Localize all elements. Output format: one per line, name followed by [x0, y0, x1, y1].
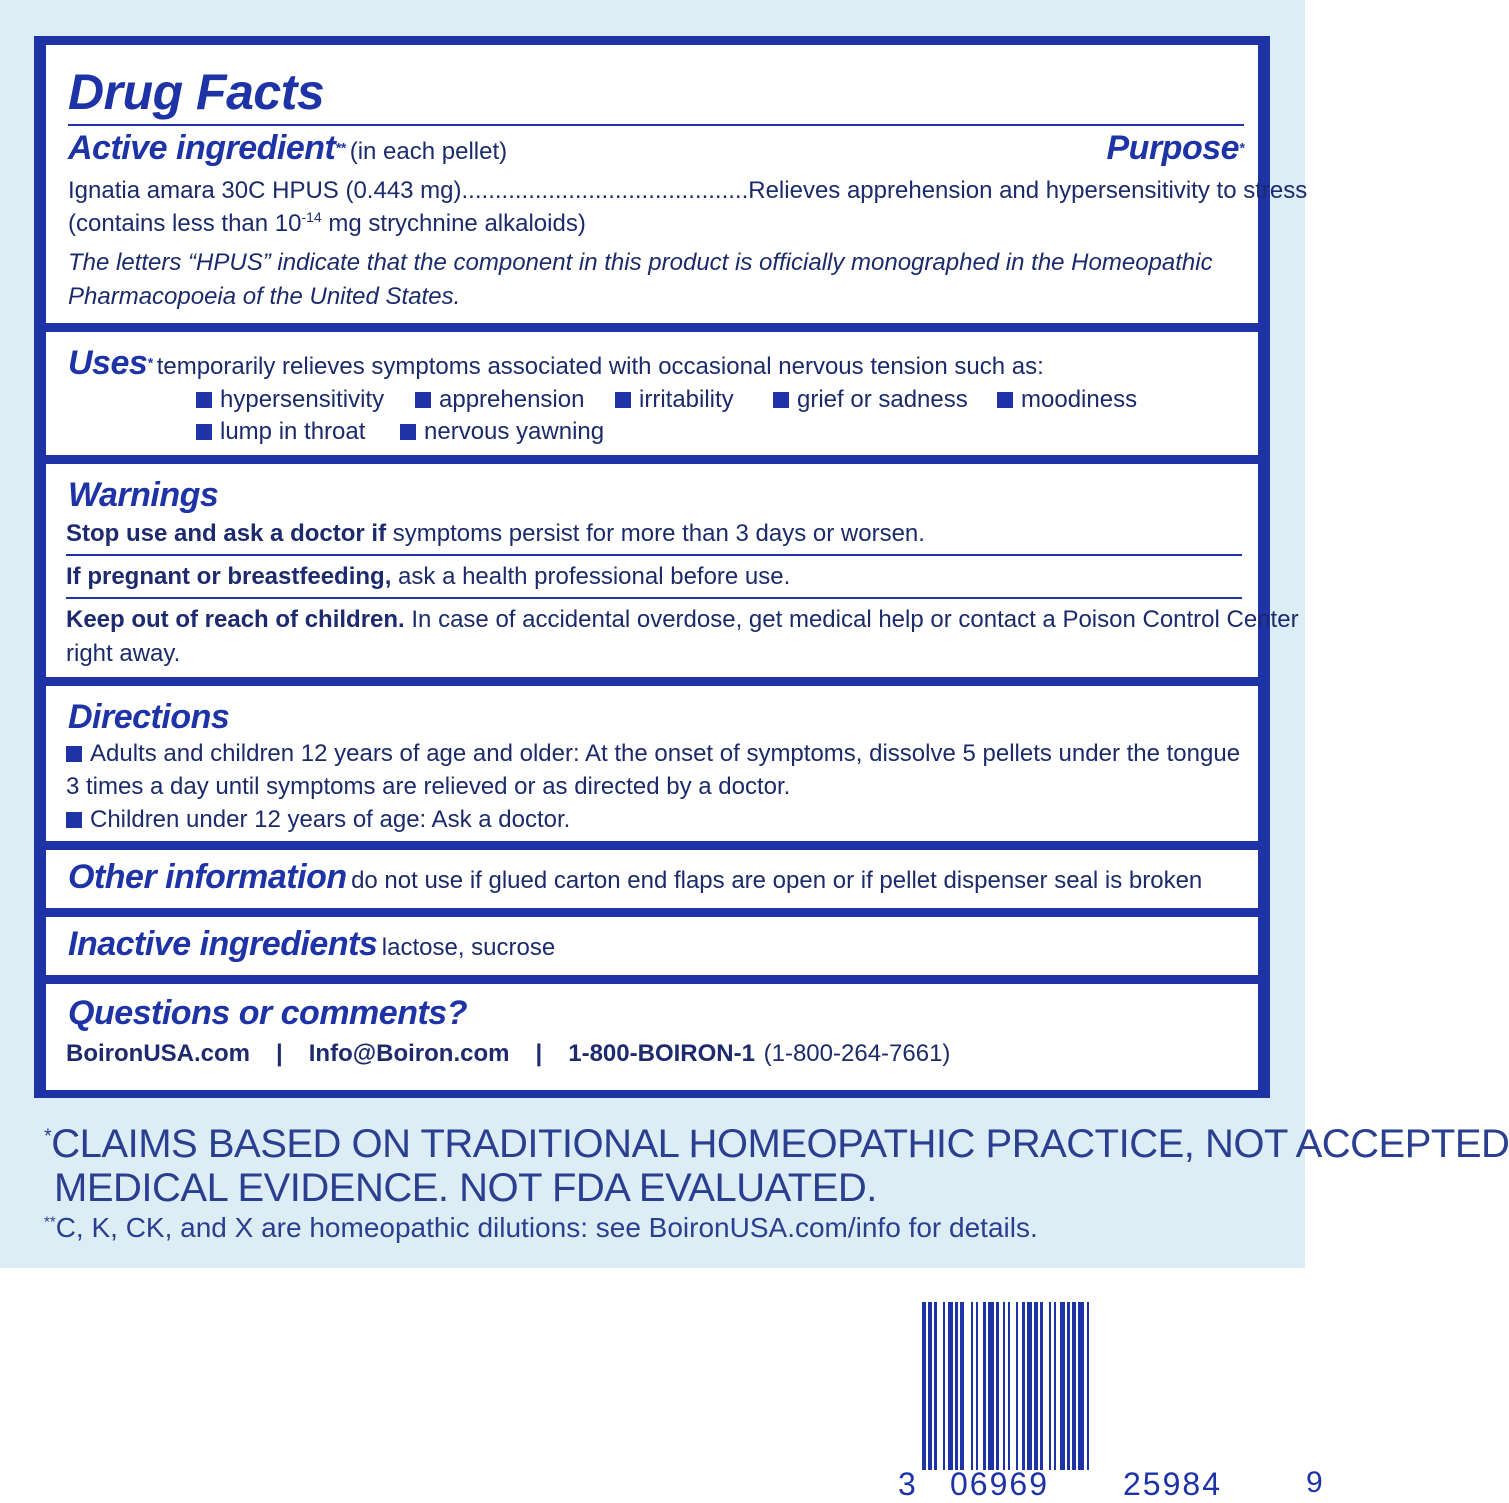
barcode-bar	[1027, 1302, 1032, 1470]
active-ingredient-label: Active ingredient	[68, 129, 336, 167]
use-item-label: grief or sadness	[797, 386, 968, 413]
questions-section	[46, 984, 1258, 1090]
divider	[66, 554, 1242, 556]
bullet-square-icon	[773, 392, 789, 408]
barcode-bar	[1003, 1302, 1005, 1470]
asterisk-mark: *	[44, 1125, 52, 1148]
barcode-bar	[1067, 1302, 1070, 1470]
barcode-bar	[943, 1302, 945, 1470]
barcode-bar	[1040, 1302, 1043, 1470]
bullet-square-icon	[615, 392, 631, 408]
list-item	[66, 740, 1240, 768]
drug-facts-title: Drug Facts	[68, 64, 325, 120]
asterisk-mark: *	[147, 354, 153, 371]
barcode-bar	[1022, 1302, 1025, 1470]
barcode-bar	[1049, 1302, 1051, 1470]
strychnine-note	[68, 210, 586, 238]
list-item	[997, 386, 1137, 414]
phone-number: (1-800-264-7661)	[763, 1040, 951, 1067]
children-warning-line2: right away.	[66, 640, 181, 667]
barcode-bar	[1008, 1302, 1010, 1470]
phone-link[interactable]: 1-800-BOIRON-1	[568, 1040, 755, 1067]
barcode-group2: 25984	[1123, 1466, 1222, 1502]
bullet-square-icon	[400, 424, 416, 440]
contact-line	[66, 1040, 950, 1068]
in-each-pellet-note: (in each pellet)	[349, 138, 508, 165]
keep-out-text: In case of accidental overdose, get medical help or contact a Poison Control Center	[411, 606, 1299, 633]
ingredient-purpose: Relieves apprehension and hypersensitivity to stress	[748, 177, 1308, 204]
adults-directions-line2: 3 times a day until symptoms are relieved or as directed by a doctor.	[66, 773, 791, 800]
leader-dots: ...........................................	[461, 177, 749, 204]
use-item-label: hypersensitivity	[220, 386, 385, 413]
bullet-square-icon	[66, 812, 82, 828]
use-item-label: nervous yawning	[424, 418, 605, 445]
use-item-label: irritability	[639, 386, 734, 413]
barcode-bar	[1072, 1302, 1076, 1470]
barcode-bar	[1016, 1302, 1018, 1470]
pregnancy-warning	[66, 563, 790, 591]
use-item-label: lump in throat	[220, 418, 366, 445]
directions-section	[46, 686, 1258, 841]
use-item-label: moodiness	[1021, 386, 1138, 413]
bullet-square-icon	[997, 392, 1013, 408]
claims-line2: MEDICAL EVIDENCE. NOT FDA EVALUATED.	[54, 1166, 877, 1210]
barcode-bar	[955, 1302, 958, 1470]
barcode-bar	[988, 1302, 994, 1470]
uses-intro: temporarily relieves symptoms associated with occasional nervous tension such as:	[156, 353, 1044, 380]
purpose-heading	[1107, 129, 1245, 168]
uses-heading-line	[68, 344, 1044, 383]
uses-heading: Uses	[68, 344, 148, 382]
barcode-bar	[928, 1302, 932, 1470]
other-information-line	[68, 858, 1202, 897]
drug-facts-panel	[34, 36, 1308, 1098]
bullet-square-icon	[196, 424, 212, 440]
other-information-text: do not use if glued carton end flaps are open or if pellet dispenser seal is broken	[351, 867, 1203, 894]
ingredient-line	[68, 177, 1307, 205]
hpus-note-line2: Pharmacopoeia of the United States.	[68, 283, 461, 310]
separator: |	[535, 1040, 543, 1067]
contains-prefix: (contains less than 10	[68, 210, 302, 237]
list-item	[196, 386, 384, 414]
inactive-ingredients-heading: Inactive ingredients	[68, 925, 378, 963]
barcode-first-digit: 3	[898, 1466, 916, 1502]
list-item	[66, 806, 570, 834]
barcode-bar	[922, 1302, 926, 1470]
active-ingredient-section	[46, 45, 1308, 323]
directions-heading: Directions	[68, 698, 230, 736]
list-item	[400, 418, 604, 446]
warnings-section	[46, 464, 1299, 677]
exponent: -14	[301, 209, 322, 225]
stop-use-label: Stop use and ask a doctor if	[66, 520, 387, 547]
children-directions: Children under 12 years of age: Ask a doctor.	[90, 806, 571, 833]
stop-use-warning	[66, 520, 925, 548]
barcode-bar	[976, 1302, 978, 1470]
barcode-bar	[934, 1302, 937, 1470]
title-rule	[68, 124, 1244, 126]
barcode-bar	[948, 1302, 953, 1470]
pregnancy-text: ask a health professional before use.	[398, 563, 791, 590]
bullet-square-icon	[66, 746, 82, 762]
active-ingredient-heading	[68, 129, 507, 168]
separator: |	[276, 1040, 283, 1067]
list-item	[773, 386, 968, 414]
list-item	[415, 386, 584, 414]
claims-footnote	[44, 1122, 1509, 1167]
other-information-section	[46, 850, 1258, 908]
questions-heading: Questions or comments?	[68, 994, 467, 1032]
dilution-footnote	[44, 1212, 1038, 1244]
inactive-ingredients-text: lactose, sucrose	[381, 934, 556, 961]
barcode-bar	[960, 1302, 964, 1470]
uses-section	[46, 332, 1258, 455]
barcode-bar	[983, 1302, 986, 1470]
barcode-group1: 06969	[950, 1466, 1049, 1502]
inactive-ingredients-line	[68, 925, 555, 964]
barcode-bar	[1034, 1302, 1038, 1470]
upc-barcode	[922, 1302, 1306, 1470]
barcode-bar	[1060, 1302, 1065, 1470]
list-item	[615, 386, 734, 414]
asterisk-mark: *	[1239, 139, 1244, 156]
pregnancy-label: If pregnant or breastfeeding,	[66, 563, 392, 590]
contains-suffix: mg strychnine alkaloids)	[321, 210, 586, 237]
barcode-bar	[1087, 1302, 1089, 1470]
keep-out-label: Keep out of reach of children.	[66, 606, 405, 633]
list-item	[196, 418, 365, 446]
ingredient-name: Ignatia amara 30C HPUS (0.443 mg)	[68, 177, 462, 204]
bullet-square-icon	[196, 392, 212, 408]
barcode-bar	[1078, 1302, 1084, 1470]
barcode-check-digit: 9	[1306, 1466, 1323, 1499]
double-asterisk-mark: **	[44, 1213, 56, 1231]
other-information-heading: Other information	[68, 858, 347, 896]
claims-line1: CLAIMS BASED ON TRADITIONAL HOMEOPATHIC PRACTICE, NOT ACCEPTED	[51, 1122, 1509, 1166]
double-asterisk-mark: **	[335, 139, 346, 156]
stop-use-text: symptoms persist for more than 3 days or worsen.	[392, 520, 925, 547]
warnings-heading: Warnings	[68, 476, 219, 514]
children-warning	[66, 606, 1299, 634]
bullet-square-icon	[415, 392, 431, 408]
purpose-label: Purpose	[1106, 129, 1240, 167]
barcode-bar	[996, 1302, 999, 1470]
use-item-label: apprehension	[439, 386, 585, 413]
divider	[66, 597, 1242, 599]
hpus-note-line1: The letters “HPUS” indicate that the component in this product is officially monographed in the Homeopathic	[68, 249, 1213, 276]
email-link[interactable]: Info@Boiron.com	[308, 1040, 510, 1067]
barcode-bar	[1054, 1302, 1056, 1470]
adults-directions: Adults and children 12 years of age and older: At the onset of symptoms, dissolve 5 pellets under the tongue	[90, 740, 1241, 767]
barcode-bar	[971, 1302, 973, 1470]
website-link[interactable]: BoironUSA.com	[66, 1040, 251, 1067]
dilution-text: C, K, CK, and X are homeopathic dilutions: see BoironUSA.com/info for details.	[55, 1212, 1038, 1243]
inactive-ingredients-section	[46, 917, 1258, 975]
